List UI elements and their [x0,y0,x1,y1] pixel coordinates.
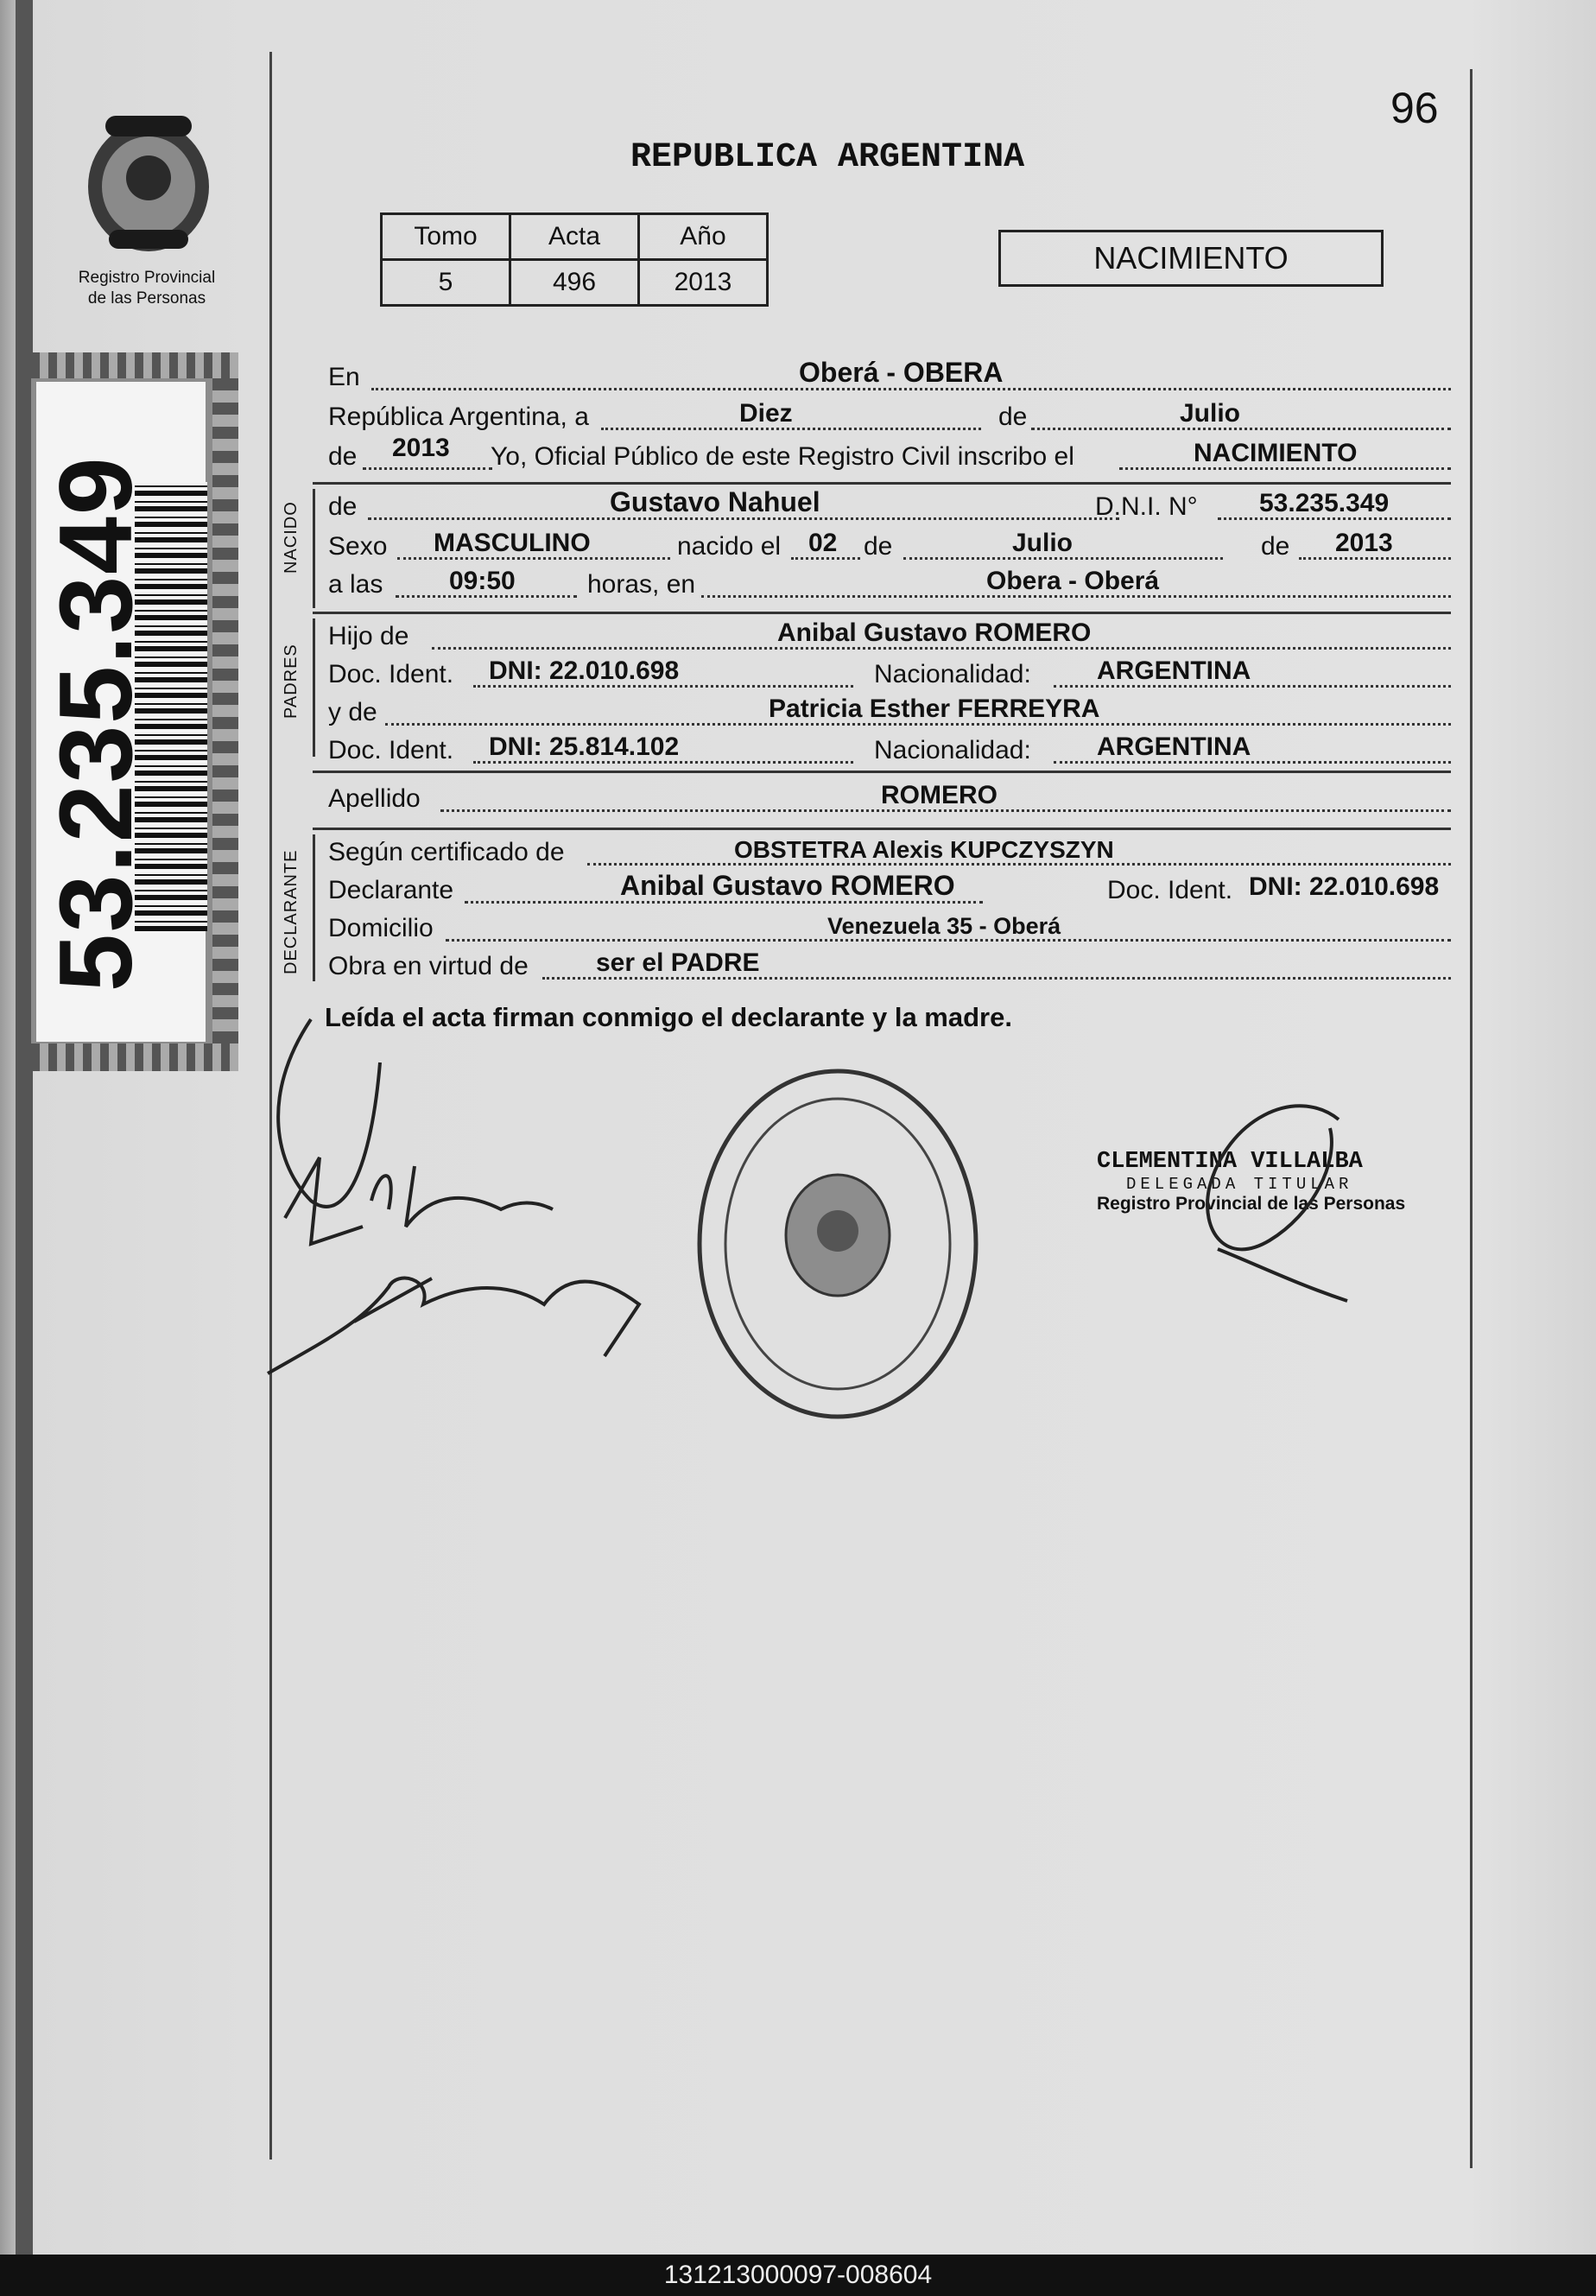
madre-doc: DNI: 25.814.102 [489,733,680,761]
barcode-number: 53.235.349 [38,455,154,992]
padre-doc-label: Doc. Ident. [328,660,454,688]
official-name: CLEMENTINA VILLALBA [1097,1149,1363,1175]
nacido-dia: 02 [808,529,838,557]
acta-value: 496 [510,260,639,306]
obra-label: Obra en virtud de [328,952,529,980]
row-hora [328,563,1451,601]
dom-label: Domicilio [328,914,434,942]
act-type-box: NACIMIENTO [998,230,1384,287]
decl-doc-label: Doc. Ident. [1107,876,1233,904]
madre-nombre: Patricia Esther FERREYRA [769,695,1100,723]
logo-caption [52,268,242,309]
official-office: Registro Provincial de las Personas [1097,1194,1406,1214]
closing-statement: Leída el acta firman conmigo el declarante y la madre. [325,1002,1012,1032]
cert-value: OBSTETRA Alexis KUPCZYSZYN [734,836,1114,863]
padre-nac-label: Nacionalidad: [874,660,1031,688]
row-padre [328,615,1451,653]
footer-code: 131213000097-008604 [0,2255,1596,2296]
en-label: En [328,363,360,391]
row-declarante [328,869,1451,907]
province-logo [79,109,218,256]
madre-doc-label: Doc. Ident. [328,736,454,764]
row-en [328,356,1451,394]
logo-caption-line2: de las Personas [87,289,206,308]
decl-label: Declarante [328,876,454,904]
row-madre-doc [328,729,1451,767]
official-stamp [691,1062,985,1425]
padres-bar [313,618,315,757]
row-sexo [328,525,1451,563]
row-fecha [328,396,1451,434]
nacido-mes: Julio [1012,529,1074,557]
nacido-de2-label: de [864,532,893,561]
anio-value: 2013 [639,260,768,306]
nacido-de-label: de [328,492,358,521]
nacido-bar [313,489,315,608]
nacido-anio: 2013 [1335,529,1393,557]
dia-value: Diez [739,399,793,428]
padre-doc: DNI: 22.010.698 [489,656,680,685]
tomo-value: 5 [382,260,510,306]
nacido-lugar: Obera - Oberá [986,567,1160,595]
document-title: REPUBLICA ARGENTINA [630,138,1025,177]
nacido-section-label: NACIDO [282,501,301,574]
obra-value: ser el PADRE [596,948,760,977]
apellido-value: ROMERO [881,781,998,809]
nacido-dni: 53.235.349 [1259,489,1390,517]
apellido-label: Apellido [328,784,421,813]
mes-value: Julio [1180,399,1241,428]
declarante-bar [313,834,315,981]
register-table [380,212,769,307]
row-nombre [328,485,1451,523]
a-las-label: a las [328,570,383,599]
official-signature-scribble [1192,1094,1365,1310]
dom-value: Venezuela 35 - Oberá [827,913,1061,939]
madre-nac-label: Nacionalidad: [874,736,1031,764]
sexo-label: Sexo [328,532,388,561]
nacido-hora: 09:50 [449,567,516,595]
cert-label: Según certificado de [328,838,565,866]
yo-text: Yo, Oficial Público de este Registro Civil inscribo el [491,442,1074,471]
row-madre [328,691,1451,729]
decl-doc-value: DNI: 22.010.698 [1249,872,1440,901]
row-obra [328,945,1451,983]
official-role: DELEGADA TITULAR [1126,1175,1353,1194]
separator-2 [313,612,1451,614]
de2-label: de [328,442,358,471]
nacido-nombre: Gustavo Nahuel [610,486,820,517]
padre-nac: ARGENTINA [1097,656,1251,685]
separator-3 [313,771,1451,773]
logo-caption-line1: Registro Provincial [78,269,216,287]
barcode-label [31,352,238,1071]
padre-nombre: Anibal Gustavo ROMERO [777,618,1092,647]
right-margin-line [1470,69,1472,2168]
anio-value: 2013 [392,434,450,462]
declarante-section-label: DECLARANTE [282,849,301,974]
acto-value: NACIMIENTO [1194,439,1358,467]
padres-section-label: PADRES [282,644,301,719]
row-inscribo [328,435,1451,473]
de-label: de [998,403,1028,431]
madre-nac: ARGENTINA [1097,733,1251,761]
sexo-value: MASCULINO [434,529,591,557]
tomo-header: Tomo [382,214,510,260]
row-apellido [328,777,1451,815]
en-value: Oberá - OBERA [799,357,1004,388]
separator-4 [313,828,1451,830]
page-number: 96 [1390,84,1439,132]
row-domicilio [328,907,1451,945]
nacido-el-label: nacido el [677,532,782,561]
nacido-de3-label: de [1261,532,1290,561]
yde-label: y de [328,698,377,726]
dni-label: D.N.I. N° [1095,492,1198,521]
horas-label: horas, en [587,570,696,599]
hijo-de-label: Hijo de [328,622,409,650]
row-padre-doc [328,653,1451,691]
anio-header: Año [639,214,768,260]
acta-header: Acta [510,214,639,260]
handwritten-signatures [259,993,674,1391]
decl-value: Anibal Gustavo ROMERO [620,870,955,901]
binding-edge [16,0,33,2255]
republica-label: República Argentina, a [328,403,589,431]
row-certificado [328,831,1451,869]
separator-1 [313,482,1451,485]
